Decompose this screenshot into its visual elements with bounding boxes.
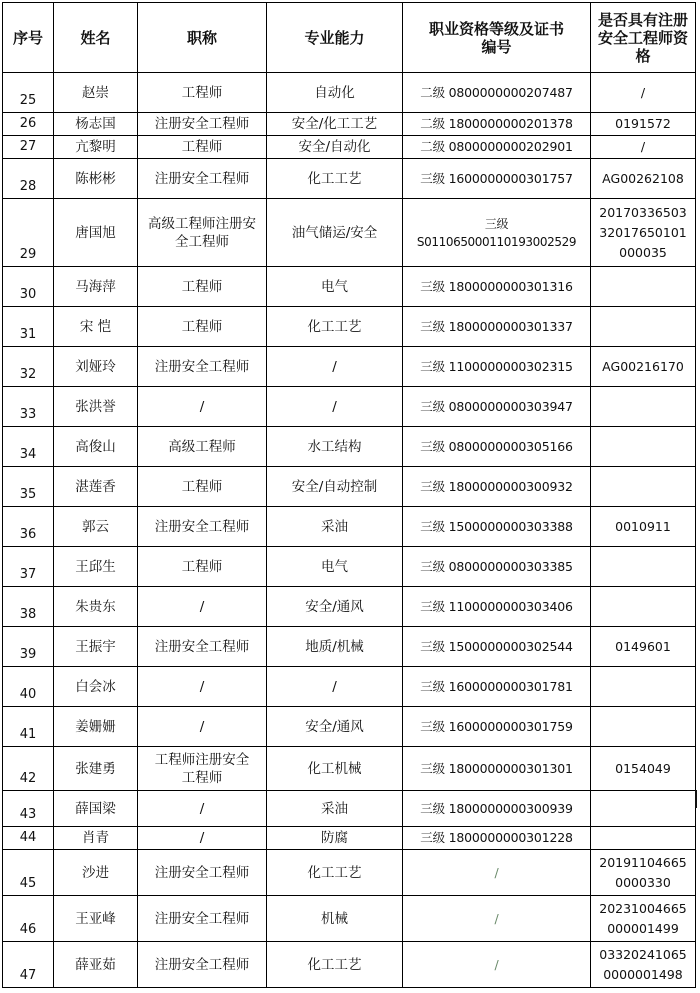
row-index: 45 <box>3 850 54 896</box>
row-registered: 0149601 <box>591 627 696 667</box>
row-name: 朱贵东 <box>54 587 138 627</box>
row-qualification: 三级 1800000000300939 <box>403 791 591 827</box>
row-specialty: / <box>267 347 403 387</box>
row-index: 25 <box>3 73 54 113</box>
row-specialty: 地质/机械 <box>267 627 403 667</box>
row-qualification: 二级 0800000000207487 <box>403 73 591 113</box>
row-index: 46 <box>3 896 54 942</box>
row-specialty: 采油 <box>267 507 403 547</box>
margin-mark <box>695 790 697 808</box>
row-index: 33 <box>3 387 54 427</box>
row-qualification: 三级 1100000000303406 <box>403 587 591 627</box>
row-qualification: 三级 1800000000301301 <box>403 747 591 791</box>
row-registered: 202310046650000014​99 <box>591 896 696 942</box>
row-registered <box>591 707 696 747</box>
row-title: 工程师 <box>138 136 267 159</box>
row-qualification: 三级 1500000000303388 <box>403 507 591 547</box>
row-name: 高俊山 <box>54 427 138 467</box>
row-registered: / <box>591 73 696 113</box>
row-specialty: 安全/化工工艺 <box>267 113 403 136</box>
row-title: 注册安全工程师 <box>138 850 267 896</box>
row-specialty: 安全/通风 <box>267 587 403 627</box>
table-row <box>3 467 696 507</box>
row-name: 唐国旭 <box>54 199 138 267</box>
row-qualification: 三级 S011065000110193002529 <box>403 199 591 267</box>
row-index: 40 <box>3 667 54 707</box>
row-registered <box>591 791 696 827</box>
row-specialty: 采油 <box>267 791 403 827</box>
row-registered: AG00216170 <box>591 347 696 387</box>
row-name: 薛亚茹 <box>54 942 138 988</box>
header-index: 序号 <box>3 3 54 73</box>
row-name: 白会冰 <box>54 667 138 707</box>
row-index: 29 <box>3 199 54 267</box>
row-registered <box>591 267 696 307</box>
row-registered <box>591 667 696 707</box>
row-title: 工程师注册安全工程师 <box>138 747 267 791</box>
row-qualification: 三级 0800000000303947 <box>403 387 591 427</box>
row-qualification: 三级 1600000000301781 <box>403 667 591 707</box>
row-name: 姜姗姗 <box>54 707 138 747</box>
row-index: 39 <box>3 627 54 667</box>
header-name: 姓名 <box>54 3 138 73</box>
row-name: 薛国梁 <box>54 791 138 827</box>
row-title: / <box>138 827 267 850</box>
row-index: 44 <box>3 827 54 850</box>
header-row <box>3 3 696 73</box>
row-qualification: / <box>403 850 591 896</box>
table-row <box>3 747 696 791</box>
header-title: 职称 <box>138 3 267 73</box>
row-title: 注册安全工程师 <box>138 507 267 547</box>
row-specialty: 化工工艺 <box>267 942 403 988</box>
personnel-table <box>2 2 696 988</box>
row-specialty: / <box>267 667 403 707</box>
table-row <box>3 73 696 113</box>
row-specialty: 安全/通风 <box>267 707 403 747</box>
row-specialty: 化工工艺 <box>267 850 403 896</box>
row-title: 工程师 <box>138 307 267 347</box>
row-registered: 0154049 <box>591 747 696 791</box>
row-registered <box>591 827 696 850</box>
row-specialty: 化工机械 <box>267 747 403 791</box>
row-name: 沙进 <box>54 850 138 896</box>
row-registered: AG00262108 <box>591 159 696 199</box>
row-index: 30 <box>3 267 54 307</box>
row-registered <box>591 547 696 587</box>
row-index: 38 <box>3 587 54 627</box>
row-name: 湛莲香 <box>54 467 138 507</box>
row-title: 注册安全工程师 <box>138 942 267 988</box>
table-row <box>3 667 696 707</box>
row-registered <box>591 387 696 427</box>
header-registered: 是否具有注册安全工程师资格 <box>591 3 696 73</box>
row-index: 31 <box>3 307 54 347</box>
row-registered <box>591 587 696 627</box>
table-row <box>3 267 696 307</box>
row-title: 工程师 <box>138 73 267 113</box>
row-title: 工程师 <box>138 547 267 587</box>
table-row <box>3 627 696 667</box>
row-specialty: 电气 <box>267 547 403 587</box>
row-qualification: 三级 0800000000305166 <box>403 427 591 467</box>
row-title: 注册安全工程师 <box>138 159 267 199</box>
row-index: 26 <box>3 113 54 136</box>
table-row <box>3 791 696 827</box>
row-registered: / <box>591 136 696 159</box>
table-row <box>3 347 696 387</box>
row-qualification: 三级 1800000000301316 <box>403 267 591 307</box>
table-row <box>3 427 696 467</box>
header-specialty: 专业能力 <box>267 3 403 73</box>
row-specialty: / <box>267 387 403 427</box>
row-title: 注册安全工程师 <box>138 896 267 942</box>
table-row <box>3 159 696 199</box>
table-row <box>3 199 696 267</box>
table-row <box>3 827 696 850</box>
row-specialty: 自动化 <box>267 73 403 113</box>
row-registered <box>591 427 696 467</box>
row-name: 张建勇 <box>54 747 138 791</box>
table-row <box>3 307 696 347</box>
row-index: 32 <box>3 347 54 387</box>
row-index: 35 <box>3 467 54 507</box>
row-qualification: 三级 1800000000300932 <box>403 467 591 507</box>
row-name: 郭云 <box>54 507 138 547</box>
row-title: 注册安全工程师 <box>138 347 267 387</box>
header-qualification: 职业资格等级及证书编号 <box>403 3 591 73</box>
table-row <box>3 113 696 136</box>
row-title: 工程师 <box>138 467 267 507</box>
row-registered: 0191572 <box>591 113 696 136</box>
row-qualification: / <box>403 942 591 988</box>
row-index: 47 <box>3 942 54 988</box>
row-title: 高级工程师注册安全工程师 <box>138 199 267 267</box>
row-qualification: 三级 1100000000302315 <box>403 347 591 387</box>
row-index: 43 <box>3 791 54 827</box>
table-row <box>3 896 696 942</box>
row-index: 41 <box>3 707 54 747</box>
row-title: / <box>138 587 267 627</box>
row-specialty: 化工工艺 <box>267 307 403 347</box>
row-index: 42 <box>3 747 54 791</box>
row-title: 注册安全工程师 <box>138 113 267 136</box>
table-row <box>3 507 696 547</box>
table-row <box>3 942 696 988</box>
row-specialty: 防腐 <box>267 827 403 850</box>
row-index: 28 <box>3 159 54 199</box>
row-name: 亢黎明 <box>54 136 138 159</box>
row-title: 注册安全工程师 <box>138 627 267 667</box>
row-name: 王亚峰 <box>54 896 138 942</box>
row-title: / <box>138 387 267 427</box>
row-name: 肖青 <box>54 827 138 850</box>
row-qualification: 三级 1800000000301228 <box>403 827 591 850</box>
row-index: 36 <box>3 507 54 547</box>
row-qualification: 二级 1800000000201378 <box>403 113 591 136</box>
row-registered <box>591 467 696 507</box>
row-qualification: / <box>403 896 591 942</box>
table-row <box>3 707 696 747</box>
row-specialty: 油气储运/安全 <box>267 199 403 267</box>
row-specialty: 化工工艺 <box>267 159 403 199</box>
row-title: / <box>138 667 267 707</box>
row-specialty: 安全/自动化 <box>267 136 403 159</box>
row-qualification: 三级 1800000000301337 <box>403 307 591 347</box>
row-specialty: 水工结构 <box>267 427 403 467</box>
row-name: 马海萍 <box>54 267 138 307</box>
row-name: 宋 恺 <box>54 307 138 347</box>
row-title: / <box>138 707 267 747</box>
row-title: / <box>138 791 267 827</box>
row-registered: 033202410650000001498 <box>591 942 696 988</box>
row-specialty: 安全/自动控制 <box>267 467 403 507</box>
table-row <box>3 547 696 587</box>
row-specialty: 机械 <box>267 896 403 942</box>
row-title: 高级工程师 <box>138 427 267 467</box>
row-index: 37 <box>3 547 54 587</box>
row-qualification: 三级 0800000000303385 <box>403 547 591 587</box>
row-index: 34 <box>3 427 54 467</box>
row-name: 张洪誉 <box>54 387 138 427</box>
row-registered: 0010911 <box>591 507 696 547</box>
row-qualification: 三级 1600000000301757 <box>403 159 591 199</box>
row-registered: 2017033650332017650101000035 <box>591 199 696 267</box>
row-name: 陈彬彬 <box>54 159 138 199</box>
row-registered <box>591 307 696 347</box>
row-qualification: 三级 1600000000301759 <box>403 707 591 747</box>
table-row <box>3 850 696 896</box>
table-row <box>3 387 696 427</box>
row-qualification: 三级 1500000000302544 <box>403 627 591 667</box>
row-name: 王振宇 <box>54 627 138 667</box>
row-index: 27 <box>3 136 54 159</box>
row-title: 工程师 <box>138 267 267 307</box>
table-row <box>3 136 696 159</box>
row-name: 杨志国 <box>54 113 138 136</box>
row-qualification: 二级 0800000000202901 <box>403 136 591 159</box>
row-specialty: 电气 <box>267 267 403 307</box>
row-name: 刘娅玲 <box>54 347 138 387</box>
row-registered: 201911046650000330 <box>591 850 696 896</box>
table-row <box>3 587 696 627</box>
row-name: 赵崇 <box>54 73 138 113</box>
row-name: 王邱生 <box>54 547 138 587</box>
